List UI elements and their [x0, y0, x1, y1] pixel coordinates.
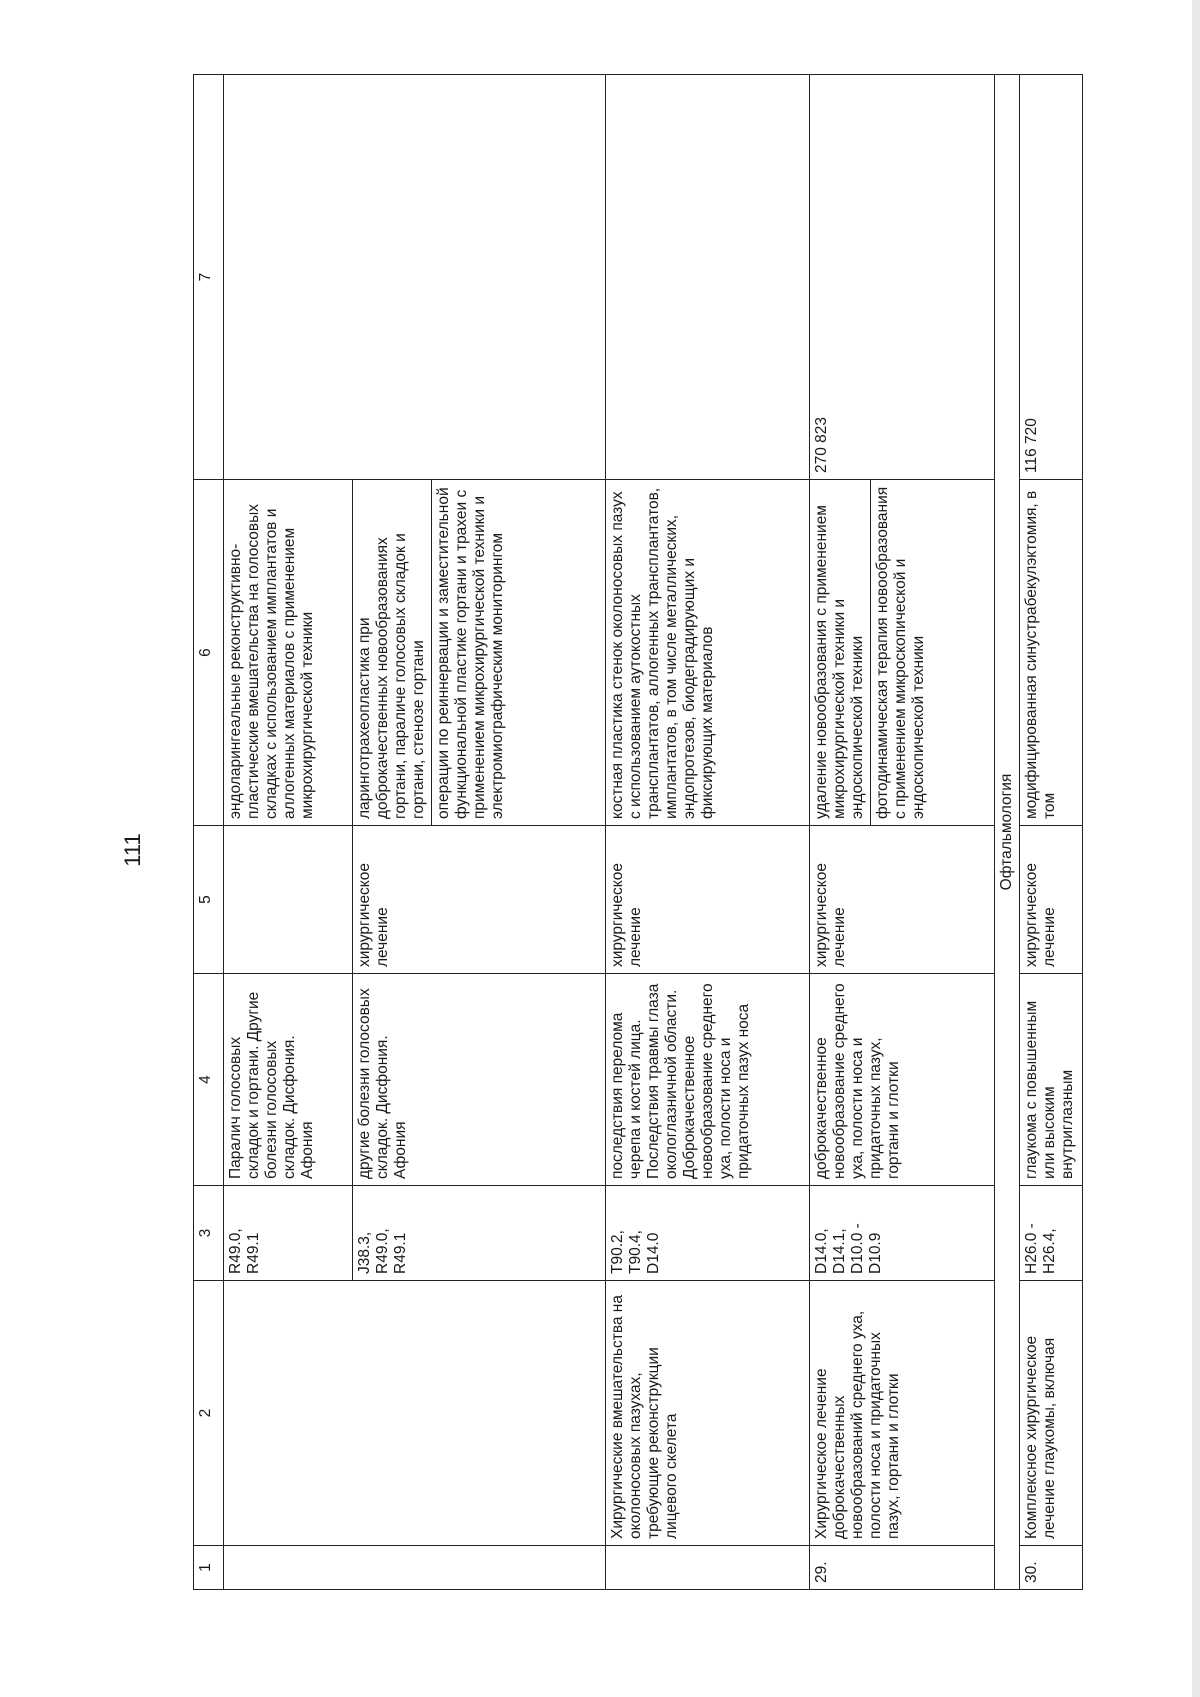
diagnosis: доброкачественное новообразование среднего уха, полости носа и придаточных пазух, гортани и глотки: [809, 974, 994, 1186]
method: ларинготрахеопластика при доброкачественных новообразованиях гортани, параличе голосовых складок и гортани, стенозе гортани: [353, 480, 432, 825]
table-row: [606, 75, 809, 1590]
header-cell: 2: [194, 1281, 224, 1546]
icd-codes: D14.0, D14.1, D10.0 - D10.9: [809, 1186, 994, 1281]
method: костная пластика стенок околоносовых пазух с использованием аутокостных трансплантатов, аллогенных трансплантатов, имплантатов, в том числе металлических, эндопротезов, биодеградирующих и фиксирующих материалов: [609, 487, 717, 819]
row-number: [606, 1546, 809, 1590]
row-name: Хирургические вмешательства на околоносовых пазухах, требующие реконструкции лицевого скелета: [606, 1281, 809, 1546]
methods-cell: [353, 480, 606, 826]
row-number: 30.: [1020, 1546, 1083, 1590]
section-title: Офтальмология: [994, 75, 1020, 1590]
rotated-table-container: [193, 75, 1083, 1590]
header-cell: 4: [194, 974, 224, 1186]
row-name: Хирургическое лечение доброкачественных новообразований среднего уха, полости носа и придаточных пазух, гортани и глотки: [809, 1281, 994, 1546]
icd-codes: R49.0, R49.1: [223, 1186, 352, 1281]
header-cell: 7: [194, 75, 224, 480]
price: [606, 75, 809, 480]
section-row: [994, 75, 1020, 1590]
row-number: 29.: [809, 1546, 994, 1590]
treatment: хирургическое лечение: [809, 826, 994, 974]
methods-cell: [809, 480, 994, 826]
header-cell: 1: [194, 1546, 224, 1590]
method: операции по реиннервации и заместительной функциональной пластике гортани и трахеи с применением микрохирургической техники и электромиографическим мониторингом: [435, 487, 507, 819]
method: модифицированная синустрабекулэктомия, в том: [1020, 480, 1083, 826]
icd-codes: T90.2, T90.4, D14.0: [606, 1186, 809, 1281]
treatment: хирургическое лечение: [1020, 826, 1083, 974]
treatment: хирургическое лечение: [353, 826, 606, 974]
icd-codes: J38.3, R49.0, R49.1: [353, 1186, 606, 1281]
methods-cell: [606, 480, 809, 826]
table-row: [1020, 75, 1083, 1590]
header-cell: 5: [194, 826, 224, 974]
method: эндоларингеальные реконструктивно-пластические вмешательства на голосовых складках с использованием имплантатов и аллогенных материалов с применением микрохирургической техники: [226, 503, 316, 819]
price: [223, 75, 605, 480]
table-row: [223, 75, 352, 1590]
row-name: [223, 1281, 605, 1546]
diagnosis: последствия перелома черепа и костей лица. Последствия травмы глаза окологлазничной области. Доброкачественное новообразование среднего уха, полости носа и придаточных пазух носа: [606, 974, 809, 1186]
treatment: хирургическое лечение: [606, 826, 809, 974]
treatment: [223, 826, 352, 974]
table-row: [809, 75, 994, 1590]
page-number: 111: [120, 833, 145, 867]
row-number: [223, 1546, 605, 1590]
scan-edge: [1192, 0, 1200, 1697]
price: 270 823: [809, 75, 994, 480]
services-table: [193, 74, 1083, 1590]
diagnosis: другие болезни голосовых складок. Дисфония. Афония: [353, 974, 606, 1186]
methods-cell: [223, 480, 352, 826]
header-cell: 6: [194, 480, 224, 826]
header-cell: 3: [194, 1186, 224, 1281]
method: фотодинамическая терапия новообразования с применением микроскопической и эндоскопической техники: [873, 486, 927, 819]
method: удаление новообразования с применением микрохирургической техники и эндоскопической техники: [810, 480, 871, 825]
row-name: Комплексное хирургическое лечение глаукомы, включая: [1020, 1281, 1083, 1546]
price: 116 720: [1020, 75, 1083, 480]
icd-codes: H26.0 - H26.4,: [1020, 1186, 1083, 1281]
diagnosis: Паралич голосовых складок и гортани. Другие болезни голосовых складок. Дисфония. Афония: [223, 974, 352, 1186]
header-row: [194, 75, 224, 1590]
diagnosis: глаукома с повышенным или высоким внутриглазным: [1020, 974, 1083, 1186]
